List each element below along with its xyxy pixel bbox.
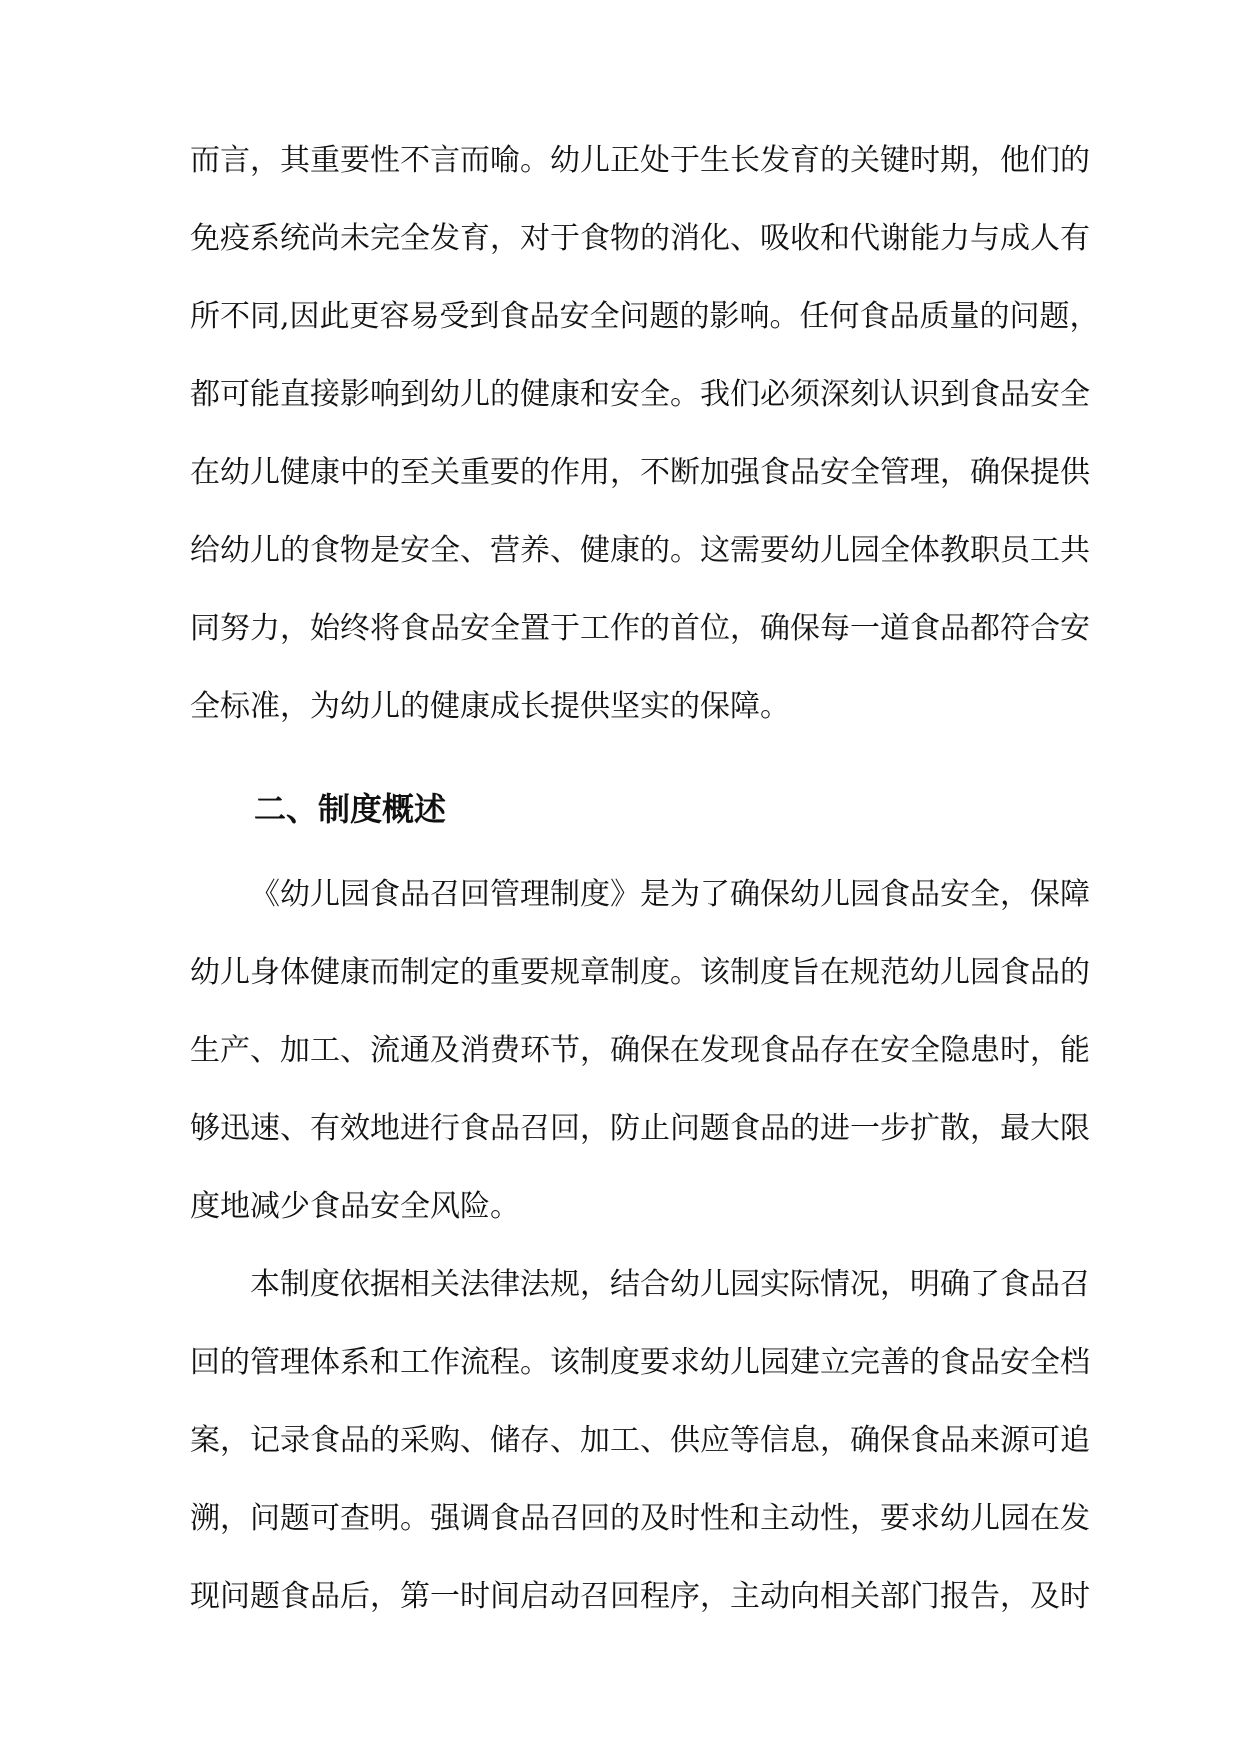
section-heading: 二、制度概述 xyxy=(254,790,447,828)
text-line: 案，记录食品的采购、储存、加工、供应等信息，确保食品来源可追 xyxy=(190,1423,1090,1458)
text-line: 免疫系统尚未完全发育，对于食物的消化、吸收和代谢能力与成人有 xyxy=(190,221,1090,256)
text-line: 而言，其重要性不言而喻。幼儿正处于生长发育的关键时期，他们的 xyxy=(190,143,1090,178)
text-line: 溯，问题可查明。强调食品召回的及时性和主动性，要求幼儿园在发 xyxy=(190,1501,1090,1536)
text-line: 回的管理体系和工作流程。该制度要求幼儿园建立完善的食品安全档 xyxy=(190,1345,1090,1380)
text-line: 都可能直接影响到幼儿的健康和安全。我们必须深刻认识到食品安全 xyxy=(190,377,1090,412)
paragraph-legal-basis xyxy=(190,1265,1090,1617)
text-line: 《幼儿园食品召回管理制度》是为了确保幼儿园食品安全，保障 xyxy=(250,877,1090,912)
text-line: 幼儿身体健康而制定的重要规章制度。该制度旨在规范幼儿园食品的 xyxy=(190,955,1090,990)
text-line: 现问题食品后，第一时间启动召回程序，主动向相关部门报告，及时 xyxy=(190,1579,1090,1614)
text-line: 生产、加工、流通及消费环节，确保在发现食品存在安全隐患时，能 xyxy=(190,1033,1090,1068)
text-line: 同努力，始终将食品安全置于工作的首位，确保每一道食品都符合安 xyxy=(190,611,1090,646)
text-line: 给幼儿的食物是安全、营养、健康的。这需要幼儿园全体教职员工共 xyxy=(190,533,1090,568)
text-line: 所不同,因此更容易受到食品安全问题的影响。任何食品质量的问题， xyxy=(190,299,1100,334)
document-body xyxy=(190,141,1100,1655)
paragraph-food-safety-importance xyxy=(190,141,1100,727)
text-line: 够迅速、有效地进行食品召回，防止问题食品的进一步扩散，最大限 xyxy=(190,1111,1090,1146)
text-line: 全标准，为幼儿的健康成长提供坚实的保障。 xyxy=(190,689,790,724)
text-line: 在幼儿健康中的至关重要的作用，不断加强食品安全管理，确保提供 xyxy=(190,455,1090,490)
text-line: 度地减少食品安全风险。 xyxy=(190,1189,520,1224)
text-line: 本制度依据相关法律法规，结合幼儿园实际情况，明确了食品召 xyxy=(250,1267,1090,1302)
paragraph-system-overview xyxy=(190,875,1090,1227)
